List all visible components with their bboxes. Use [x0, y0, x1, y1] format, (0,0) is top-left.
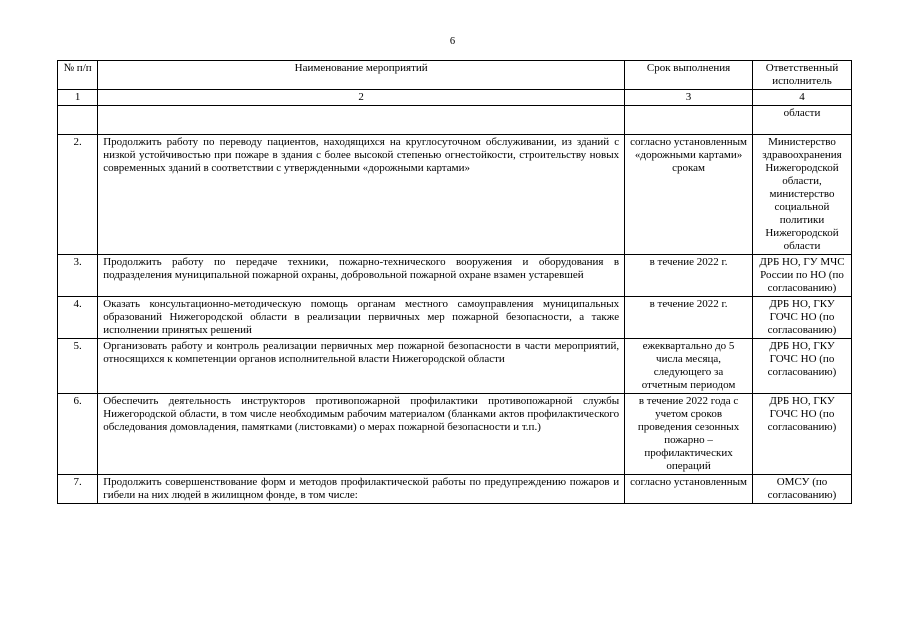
row-term: в течение 2022 г.: [625, 297, 753, 339]
row-term: [625, 106, 753, 135]
row-responsible: Министерство здравоохранения Нижегородской области, министерство социальной политики Нижегородской области: [752, 135, 851, 255]
row-term: в течение 2022 года с учетом сроков проведения сезонных пожарно – профилактических операций: [625, 394, 753, 475]
column-index: 3: [625, 90, 753, 106]
row-name: Продолжить работу по переводу пациентов, находящихся на круглосуточном обслуживании, из зданий с низкой устойчивостью при пожаре в здания с более высокой степенью огнестойкости, строительству новых современных зданий в соответствии с утвержденными «дорожными картами»: [98, 135, 625, 255]
table-header-row: [58, 61, 852, 90]
row-num: 2.: [58, 135, 98, 255]
row-term: согласно установленным «дорожными картами» срокам: [625, 135, 753, 255]
row-responsible: ДРБ НО, ГКУ ГОЧС НО (по согласованию): [752, 394, 851, 475]
row-name: Продолжить работу по передаче техники, пожарно-технического вооружения и оборудования в подразделения муниципальной пожарной охраны, добровольной пожарной охране взамен устаревшей: [98, 255, 625, 297]
carryover-row: [58, 106, 852, 135]
header-term: Срок выполнения: [625, 61, 753, 90]
column-index: 2: [98, 90, 625, 106]
row-num: 6.: [58, 394, 98, 475]
row-num: [58, 106, 98, 135]
column-index-row: [58, 90, 852, 106]
row-num: 4.: [58, 297, 98, 339]
page-number: 6: [449, 36, 456, 47]
row-name: Обеспечить деятельность инструкторов противопожарной профилактики противопожарной службы Нижегородской области, в том числе необходимым рабочим материалом (бланками актов профилактического обследования домовладения, памятками (листовками) о мерах пожарной безопасности и т.п.): [98, 394, 625, 475]
row-responsible: ДРБ НО, ГКУ ГОЧС НО (по согласованию): [752, 297, 851, 339]
table-row: [58, 339, 852, 394]
table-row: [58, 255, 852, 297]
table-row: [58, 475, 852, 504]
measures-table: [57, 60, 852, 504]
row-name: Оказать консультационно-методическую помощь органам местного самоуправления муниципальных образований Нижегородской области в реализации первичных мер пожарной безопасности, а также исполнении принятых решений: [98, 297, 625, 339]
table-row: [58, 297, 852, 339]
row-term: ежеквартально до 5 числа месяца, следующего за отчетным периодом: [625, 339, 753, 394]
row-responsible: ДРБ НО, ГКУ ГОЧС НО (по согласованию): [752, 339, 851, 394]
row-responsible: области: [752, 106, 851, 135]
table-row: [58, 394, 852, 475]
row-responsible: ОМСУ (по согласованию): [752, 475, 851, 504]
column-index: 1: [58, 90, 98, 106]
header-num: № п/п: [58, 61, 98, 90]
row-num: 5.: [58, 339, 98, 394]
row-term: в течение 2022 г.: [625, 255, 753, 297]
row-name: [98, 106, 625, 135]
row-name: Организовать работу и контроль реализации первичных мер пожарной безопасности в части мероприятий, относящихся к компетенции органов исполнительной власти Нижегородской области: [98, 339, 625, 394]
header-responsible: Ответственный исполнитель: [752, 61, 851, 90]
header-name: Наименование мероприятий: [98, 61, 625, 90]
row-term: согласно установленным: [625, 475, 753, 504]
column-index: 4: [752, 90, 851, 106]
table-row: [58, 135, 852, 255]
row-responsible: ДРБ НО, ГУ МЧС России по НО (по согласованию): [752, 255, 851, 297]
row-name: Продолжить совершенствование форм и методов профилактической работы по предупреждению пожаров и гибели на них людей в жилищном фонде, в том числе:: [98, 475, 625, 504]
row-num: 3.: [58, 255, 98, 297]
row-num: 7.: [58, 475, 98, 504]
